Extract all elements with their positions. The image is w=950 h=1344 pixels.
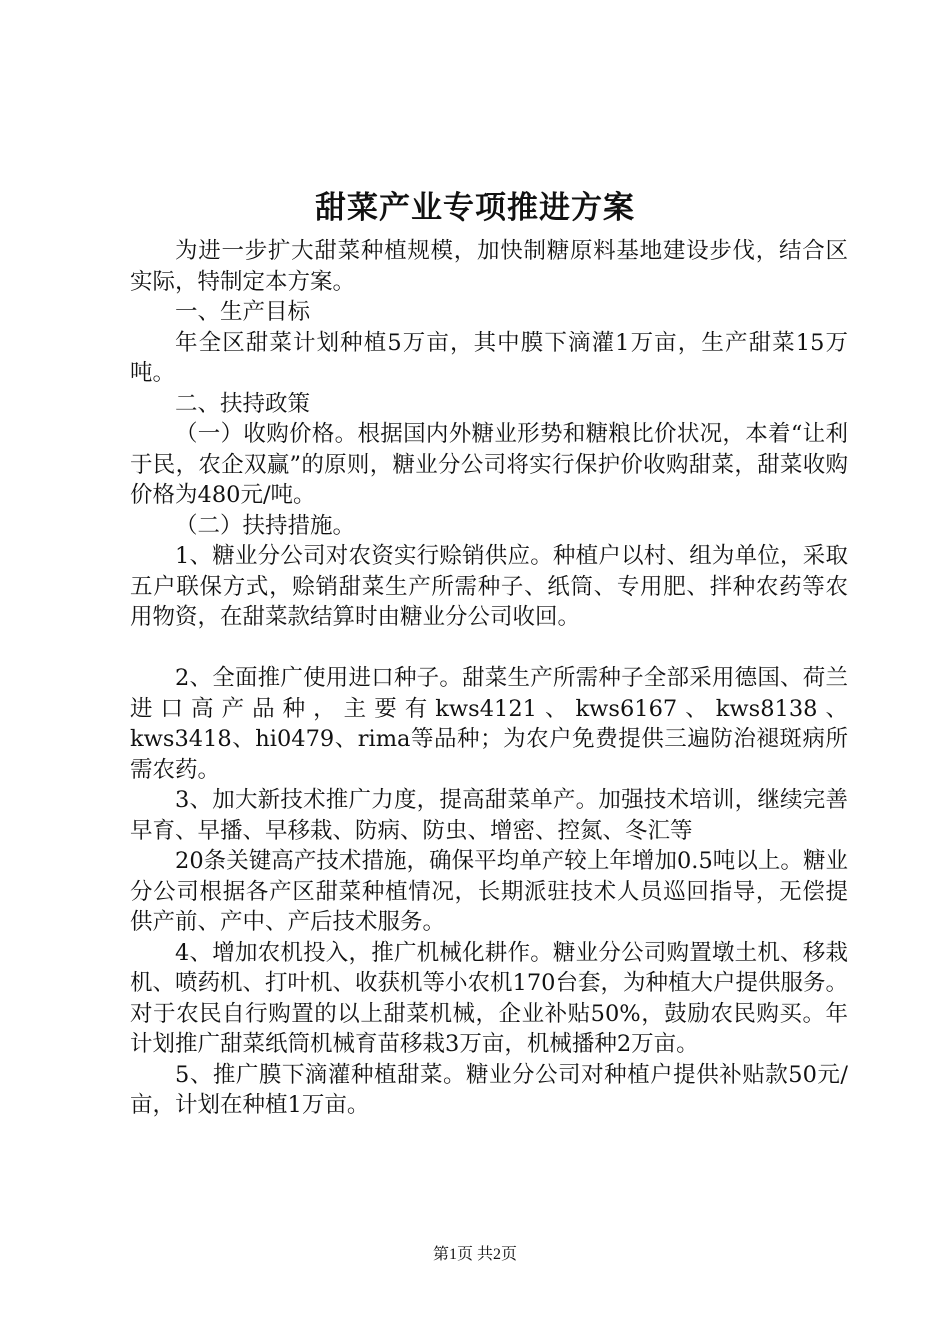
document-title: 甜菜产业专项推进方案 <box>315 190 635 226</box>
measure-3-paragraph: 3、加大新技术推广力度，提高甜菜单产。加强技术培训，继续完善早育、早播、早移栽、防病、防虫、增密、控氮、冬汇等 <box>130 787 848 844</box>
measure-5-paragraph: 5、推广膜下滴灌种植甜菜。糖业分公司对种植户提供补贴款50元/亩，计划在种植1万亩。 <box>130 1061 848 1118</box>
purchase-price-paragraph: （一）收购价格。根据国内外糖业形势和糖粮比价状况，本着“让利于民，农企双赢”的原则，糖业分公司将实行保护价收购甜菜，甜菜收购价格为480元/吨。 <box>130 421 848 508</box>
support-measures-heading: （二）扶持措施。 <box>175 512 356 539</box>
document-body <box>130 236 848 1121</box>
measure-3-continued-paragraph: 20条关键高产技术措施，确保平均单产较上年增加0.5吨以上。糖业分公司根据各产区甜菜种植情况，长期派驻技术人员巡回指导，无偿提供产前、产中、产后技术服务。 <box>130 848 848 935</box>
section-heading-goals: 一、生产目标 <box>175 299 311 325</box>
intro-paragraph: 为进一步扩大甜菜种植规模，加快制糖原料基地建设步伐，结合区实际，特制定本方案。 <box>130 238 848 295</box>
section-heading-policy: 二、扶持政策 <box>175 390 311 417</box>
goals-paragraph: 年全区甜菜计划种植5万亩，其中膜下滴灌1万亩，生产甜菜15万吨。 <box>130 329 848 386</box>
measure-1-paragraph: 1、糖业分公司对农资实行赊销供应。种植户以村、组为单位，采取五户联保方式，赊销甜菜生产所需种子、纸筒、专用肥、拌种农药等农用物资，在甜菜款结算时由糖业分公司收回。 <box>130 543 848 630</box>
paragraph-spacer <box>130 633 848 664</box>
measure-2-paragraph: 2、全面推广使用进口种子。甜菜生产所需种子全部采用德国、荷兰进口高产品种，主要有kws4121、kws6167、kws8138、kws3418、hi0479、rima等品种；为农户免费提供三遍防治褪斑病所需农药。 <box>130 665 848 783</box>
page-number-footer: 第1页 共2页 <box>432 1246 517 1263</box>
measure-4-paragraph: 4、增加农机投入，推广机械化耕作。糖业分公司购置墩土机、移栽机、喷药机、打叶机、收获机等小农机170台套，为种植大户提供服务。对于农民自行购置的以上甜菜机械，企业补贴50%，鼓励农民购买。年计划推广甜菜纸筒机械育苗移栽3万亩，机械播种2万亩。 <box>130 939 848 1057</box>
